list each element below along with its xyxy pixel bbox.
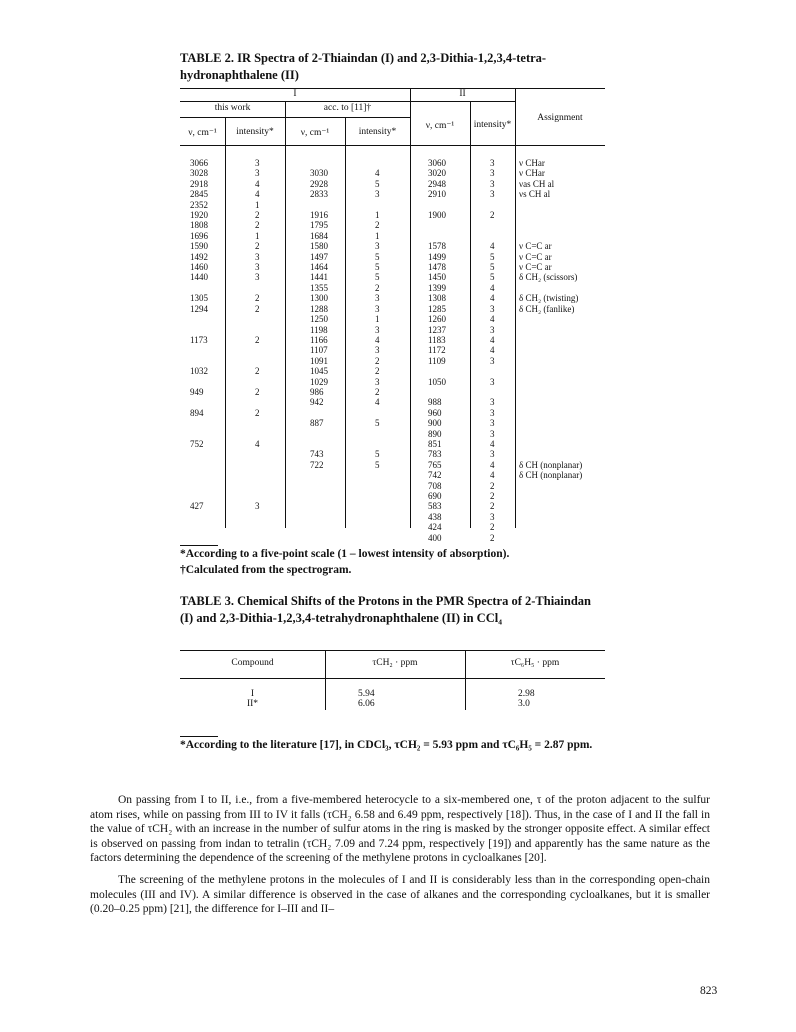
table3-note: *According to the literature [17], in CDCl₃, τCH₂ = 5.93 ppm and τC₆H₅ = 2.87 ppm.: [180, 739, 593, 751]
table3-col-c6h5: τC₆H₅ · ppm: [510, 658, 560, 668]
table2-note-2: †Calculated from the spectrogram.: [180, 564, 352, 576]
table3-col-ch2: τCH₂ · ppm: [372, 658, 418, 668]
table2-col-int-3: intensity*: [473, 120, 512, 130]
table2-col-nu-II: 3060 3020 2948 2910 1900 1578 1499 1478 1450 1399 1308 1285 1260 1237 1183 1172 1109 1050 988 960 900 890 851 783 765 742 708 690 583 438 424 400: [428, 158, 446, 543]
table2-this-work: this work: [214, 103, 251, 113]
table3-row2-c6h5: 3.0: [518, 699, 530, 709]
table2-note-1: *According to a five-point scale (1 – lowest intensity of absorption).: [180, 548, 510, 560]
table2-col-nu-1: ν, cm⁻¹: [188, 128, 217, 138]
table3-footnote-rule: [180, 736, 218, 737]
body-text: [90, 793, 710, 924]
paragraph-1: On passing from I to II, i.e., from a five-membered heterocycle to a six-membered one, τ of the proton adjacent to the sulfur atom rises, while on passing from III to IV it falls (τCH₂ 6.58 and 6.49 ppm, respectively [18]). Thus, in the case of I and II the fall in the value of τCH₂ with an increase in the number of sulfur atoms in the ring is masked by the stronger opposite effect. A similar effect is observed on passing from indan to tetralin (τCH₂ 7.09 and 7.24 ppm, respectively [19]) and apparently has the same nature as the factors determining the dependence of the screening of the methylene protons in cycloalkanes [20].: [90, 794, 710, 865]
table2-col-int-II: 3 3 3 3 2 4 5 5 5 4 4 3 4 3 4 4 3 3 3 3 3 3 4 3 4 4 2 2 2 3 2 2: [490, 158, 495, 543]
table2-col-assign: Assignment: [537, 113, 583, 123]
paragraph-2: The screening of the methylene protons in the molecules of I and II is considerably less than in the corresponding open-chain molecules (III and IV). A similar difference is observed in the case of alkanes and the corresponding cycloalkanes, but it is smaller (0.20–0.25 ppm) [21], the difference for I–III and II–: [90, 873, 710, 916]
table2-col-assignment: ν CHar ν CHar νas CH al νs CH al ν C=C ar ν C=C ar ν C=C ar δ CH₂ (scissors) δ CH₂ (twisting) δ CH₂ (fanlike) δ CH (nonplanar) δ CH (nonplanar): [519, 158, 583, 481]
table2-vline-5: [470, 101, 471, 528]
table2-vline-6: [515, 88, 516, 528]
table2-col-nu-2: ν, cm⁻¹: [300, 128, 330, 138]
table2-header-rule: [180, 145, 605, 146]
table2-col-int-1: intensity*: [236, 127, 274, 137]
table2-col-int-this-work: 3 3 4 4 1 2 2 1 2 3 3 3 2 2 2 2 2 2 4 3: [255, 158, 260, 512]
table3-row2-compound: II*: [246, 699, 259, 709]
table3-top-rule: [180, 650, 605, 651]
table3-vline-2: [465, 650, 466, 710]
table3-row2-ch2: 6.06: [358, 699, 375, 709]
table2-group-II: II: [459, 89, 466, 99]
table2-vline-3: [345, 118, 346, 528]
table3-row1-ch2: 5.94: [358, 689, 375, 699]
table3-vline-1: [325, 650, 326, 710]
table3-row1-c6h5: 2.98: [518, 689, 535, 699]
table2-footnote-rule: [180, 545, 218, 546]
table2-col-nu-3: ν, cm⁻¹: [425, 121, 455, 131]
table2-col-nu-this-work: 3066 3028 2918 2845 2352 1920 1808 1696 1590 1492 1460 1440 1305 1294 1173 1032 949 894 752 427: [190, 158, 208, 512]
table2-acc: acc. to [11]†: [323, 103, 372, 113]
table2-col-nu-lit: 3030 2928 2833 1916 1795 1684 1580 1497 1464 1441 1355 1300 1288 1250 1198 1166 1107 1091 1045 1029 986 942 887 743 722: [310, 168, 328, 470]
table2-group-I: I: [293, 89, 297, 99]
table2-rule-2: [180, 101, 515, 102]
table2-vline-2: [285, 101, 286, 528]
table2-vline-1: [225, 118, 226, 528]
table2-vline-4: [410, 88, 411, 528]
page-number: 823: [700, 985, 718, 997]
table3-col-compound: Compound: [231, 658, 274, 668]
table3-header-rule: [180, 678, 605, 679]
table2-col-int-2: intensity*: [358, 127, 397, 137]
table3-caption: TABLE 3. Chemical Shifts of the Protons in the PMR Spectra of 2-Thiaindan (I) and 2,3-Dithia-1,2,3,4-tetrahydronaphthalene (II) in CCl₄: [180, 594, 592, 625]
table2-rule-3: [180, 117, 410, 118]
table3-row1-compound: I: [250, 689, 255, 699]
table2-caption: TABLE 2. IR Spectra of 2-Thiaindan (I) and 2,3-Dithia-1,2,3,4-tetra-hydronaphthalene (II): [180, 51, 547, 82]
table2-col-int-lit: 4 5 3 1 2 1 3 5 5 5 2 3 3 1 3 4 3 2 2 3 2 4 5 5 5: [375, 168, 380, 470]
